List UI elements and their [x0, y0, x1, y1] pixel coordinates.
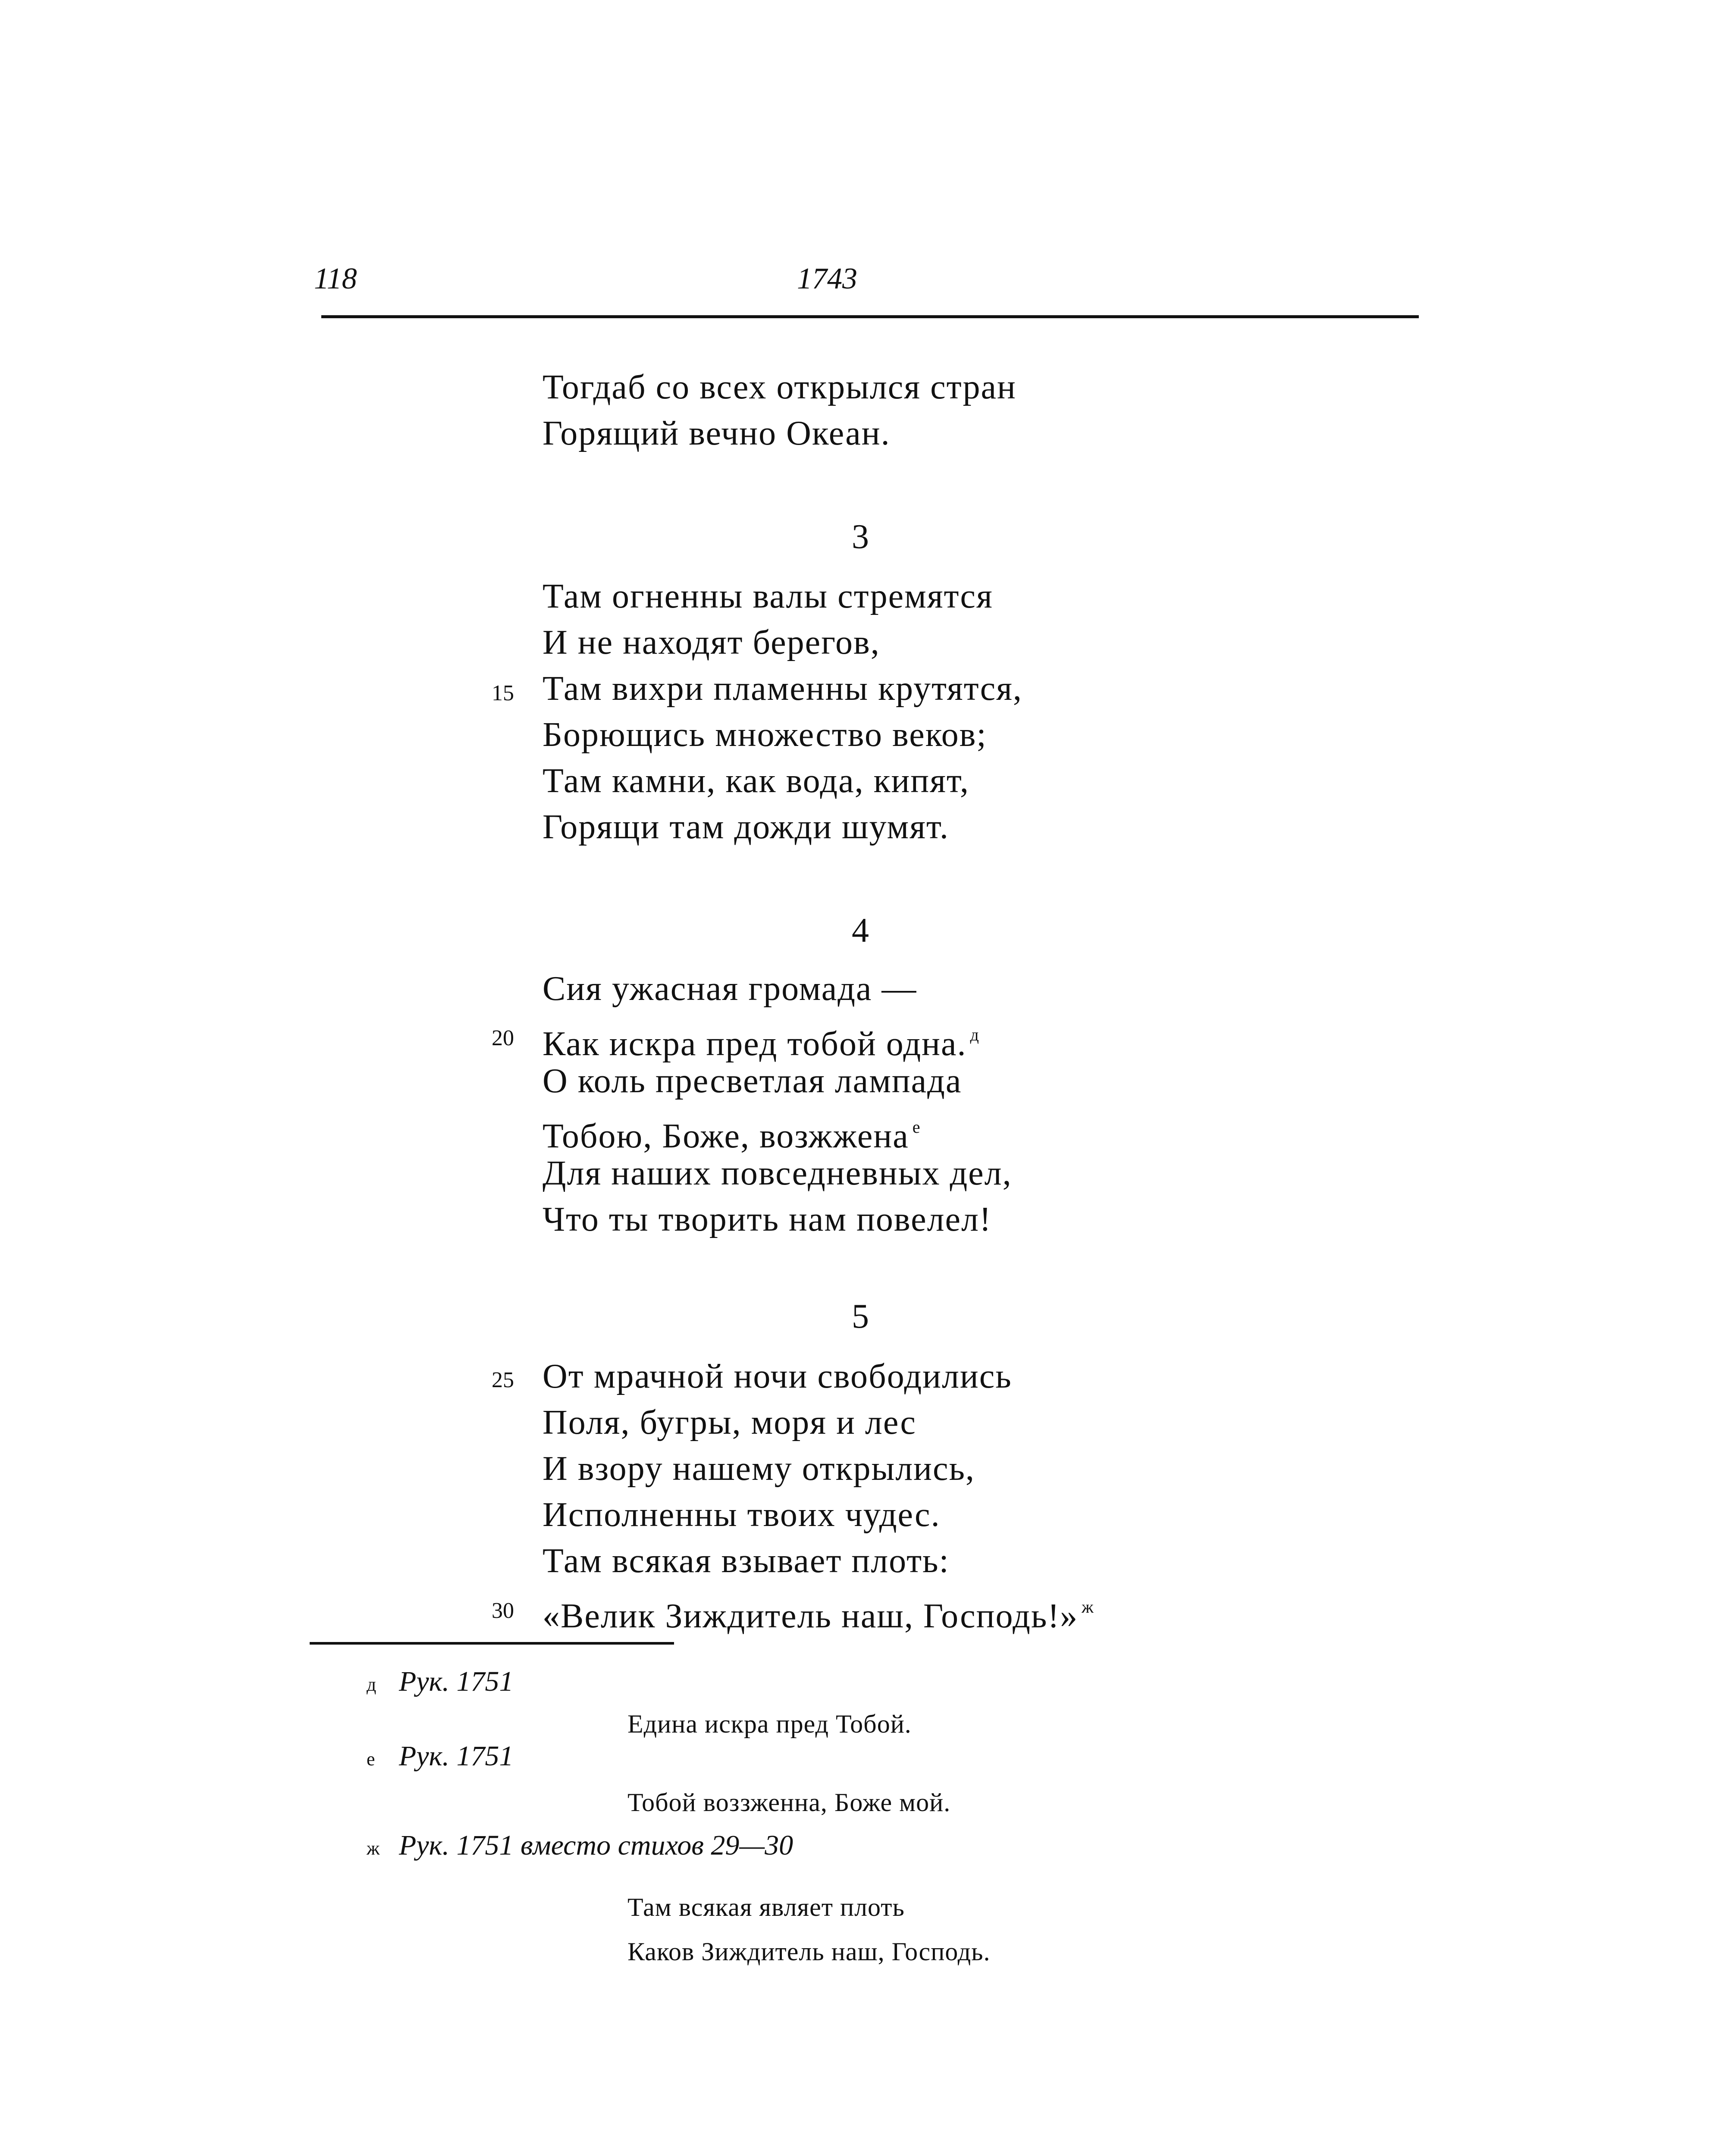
footnote-mark: ж	[367, 1838, 380, 1859]
footnote-text: Каков Зиждитель наш, Господь.	[627, 1937, 991, 1966]
footnote-mark: е	[367, 1749, 375, 1770]
verse-line: Горящи там дожди шумят.	[543, 808, 949, 846]
footnote-text: Едина искра пред Тобой.	[627, 1710, 912, 1738]
page-number: 118	[314, 262, 357, 295]
running-head-year: 1743	[797, 262, 857, 295]
verse-text: Как искра пред тобой одна.	[543, 1025, 967, 1063]
footnote-text: Там всякая являет плоть	[627, 1893, 905, 1921]
footnote-mark: д	[367, 1674, 376, 1695]
footnote-reference: Рук. 1751 вместо стихов 29—30	[399, 1830, 794, 1861]
verse-line: Борющись множество веков;	[543, 716, 987, 754]
footnote-marker: д	[970, 1025, 980, 1044]
verse-line: Там вихри пламенны крутятся,	[543, 670, 1022, 708]
verse-line: Горящий вечно Океан.	[543, 414, 891, 452]
verse-line: Поля, бугры, моря и лес	[543, 1404, 916, 1442]
verse-line: Сия ужасная громада —	[543, 970, 917, 1008]
verse-line: Для наших повседневных дел,	[543, 1154, 1012, 1192]
footnote-marker: ж	[1082, 1597, 1095, 1617]
stanza-number: 4	[852, 912, 869, 950]
verse-line: Тогдаб со всех открылся стран	[543, 368, 1016, 406]
footnote-marker: е	[912, 1117, 921, 1137]
verse-line: От мрачной ночи свободились	[543, 1357, 1012, 1395]
verse-line: О коль пресветлая лампада	[543, 1062, 962, 1100]
line-number: 15	[492, 681, 514, 705]
verse-line: Там всякая взывает плоть:	[543, 1542, 950, 1580]
verse-line: И не находят берегов,	[543, 624, 880, 661]
stanza-number: 5	[852, 1297, 869, 1335]
header-rule	[321, 315, 1419, 318]
line-number: 20	[492, 1026, 514, 1050]
line-number: 25	[492, 1368, 514, 1392]
verse-text: Тобою, Боже, возжжена	[543, 1117, 909, 1155]
verse-line: Там камни, как вода, кипят,	[543, 762, 969, 800]
verse-line	[543, 1018, 1233, 1061]
verse-line	[543, 1110, 1233, 1153]
footnote-reference: Рук. 1751	[399, 1740, 514, 1772]
verse-text: «Велик Зиждитель наш, Господь!»	[543, 1597, 1078, 1635]
footnote-rule	[310, 1642, 674, 1645]
footnote-text: Тобой воззженна, Боже мой.	[627, 1788, 951, 1817]
verse-line	[543, 1590, 1233, 1633]
verse-line: Исполненны твоих чудес.	[543, 1496, 941, 1534]
stanza-number: 3	[852, 518, 869, 556]
footnote-reference: Рук. 1751	[399, 1666, 514, 1697]
verse-line: Что ты творить нам повелел!	[543, 1200, 992, 1238]
verse-line: И взору нашему открылись,	[543, 1450, 975, 1488]
line-number: 30	[492, 1598, 514, 1623]
verse-line: Там огненны валы стремятся	[543, 577, 993, 615]
